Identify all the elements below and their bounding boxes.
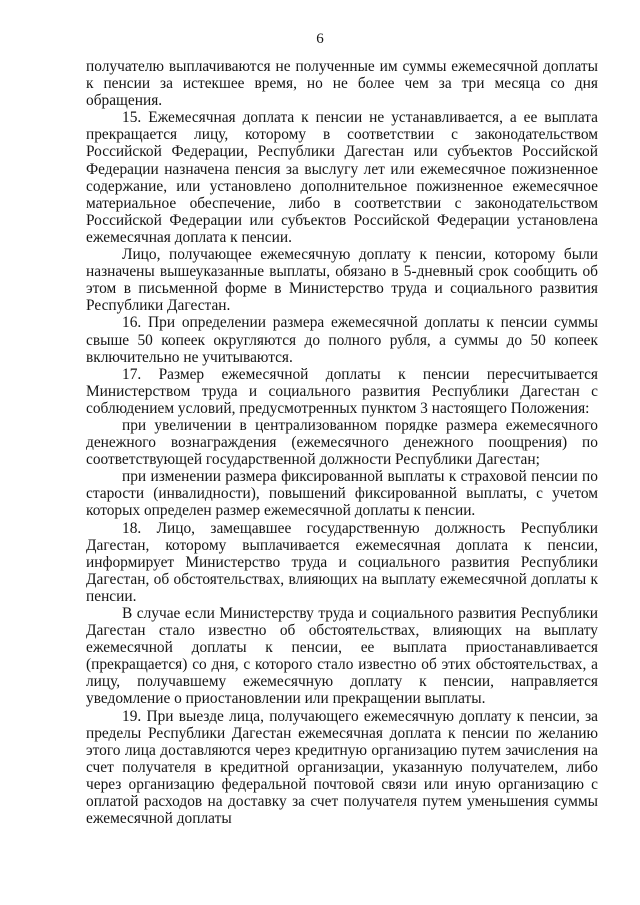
page-number: 6 — [316, 31, 324, 47]
paragraph-item-16: 16. При определении размера ежемесячной доплаты к пенсии суммы свыше 50 копеек округляются до полного рубля, а суммы до 50 копеек включительно не учитываются. — [86, 314, 598, 366]
paragraph-item-18: 18. Лицо, замещавшее государственную должность Республики Дагестан, которому выплачивается ежемесячная доплата к пенсии, информирует Министерство труда и социального развития Республики Дагестан, об обстоятельствах, влияющих на выплату ежемесячной доплаты к пенсии. — [86, 519, 598, 605]
paragraph-item-18-suspension: В случае если Министерству труда и социального развития Республики Дагестан стало известно об обстоятельствах, влияющих на выплату ежемесячной доплаты к пенсии, ее выплата приостанавливается (прекращается) со дня, с которого стало известно об этих обстоятельствах, а лицу, получавшему ежемесячную доплату к пенсии, направляется уведомление о приостановлении или прекращении выплаты. — [86, 605, 598, 708]
paragraph-item-15-notice: Лицо, получающее ежемесячную доплату к пенсии, которому были назначены вышеуказанные выплаты, обязано в 5-дневный срок сообщить об этом в письменной форме в Министерство труда и социального развития Республики Дагестан. — [86, 246, 598, 315]
paragraph-continuation: получателю выплачиваются не полученные им суммы ежемесячной доплаты к пенсии за истекшее время, но не более чем за три месяца со дня обращения. — [86, 58, 598, 110]
paragraph-item-17-condition-1: при увеличении в централизованном порядке размера ежемесячного денежного вознаграждения (ежемесячного денежного поощрения) по соответствующей государственной должности Республики Дагестан; — [86, 416, 598, 469]
document-body — [86, 58, 598, 827]
paragraph-item-17: 17. Размер ежемесячной доплаты к пенсии пересчитывается Министерством труда и социального развития Республики Дагестан с соблюдением условий, предусмотренных пунктом 3 настоящего Положения: — [86, 365, 598, 417]
paragraph-item-19: 19. При выезде лица, получающего ежемесячную доплату к пенсии, за пределы Республики Дагестан ежемесячная доплата к пенсии по желанию этого лица доставляются через кредитную организацию путем зачисления на счет получателя в кредитной организации, указанную получателем, либо через организацию федеральной почтовой связи или иную организацию с оплатой расходов на доставку за счет получателя путем уменьшения суммы ежемесячной доплаты — [86, 707, 598, 828]
paragraph-item-17-condition-2: при изменении размера фиксированной выплаты к страховой пенсии по старости (инвалидности), повышений фиксированной выплаты, с учетом которых определен размер ежемесячной доплаты к пенсии. — [86, 468, 598, 520]
paragraph-item-15: 15. Ежемесячная доплата к пенсии не устанавливается, а ее выплата прекращается лицу, которому в соответствии с законодательством Российской Федерации, Республики Дагестан или субъектов Российской Федерации назначена пенсия за выслугу лет или ежемесячное пожизненное содержание, или установлено дополнительное пожизненное ежемесячное материальное обеспечение, либо в соответствии с законодательством Российской Федерации или субъектов Российской Федерации установлена ежемесячная доплата к пенсии. — [86, 109, 598, 246]
